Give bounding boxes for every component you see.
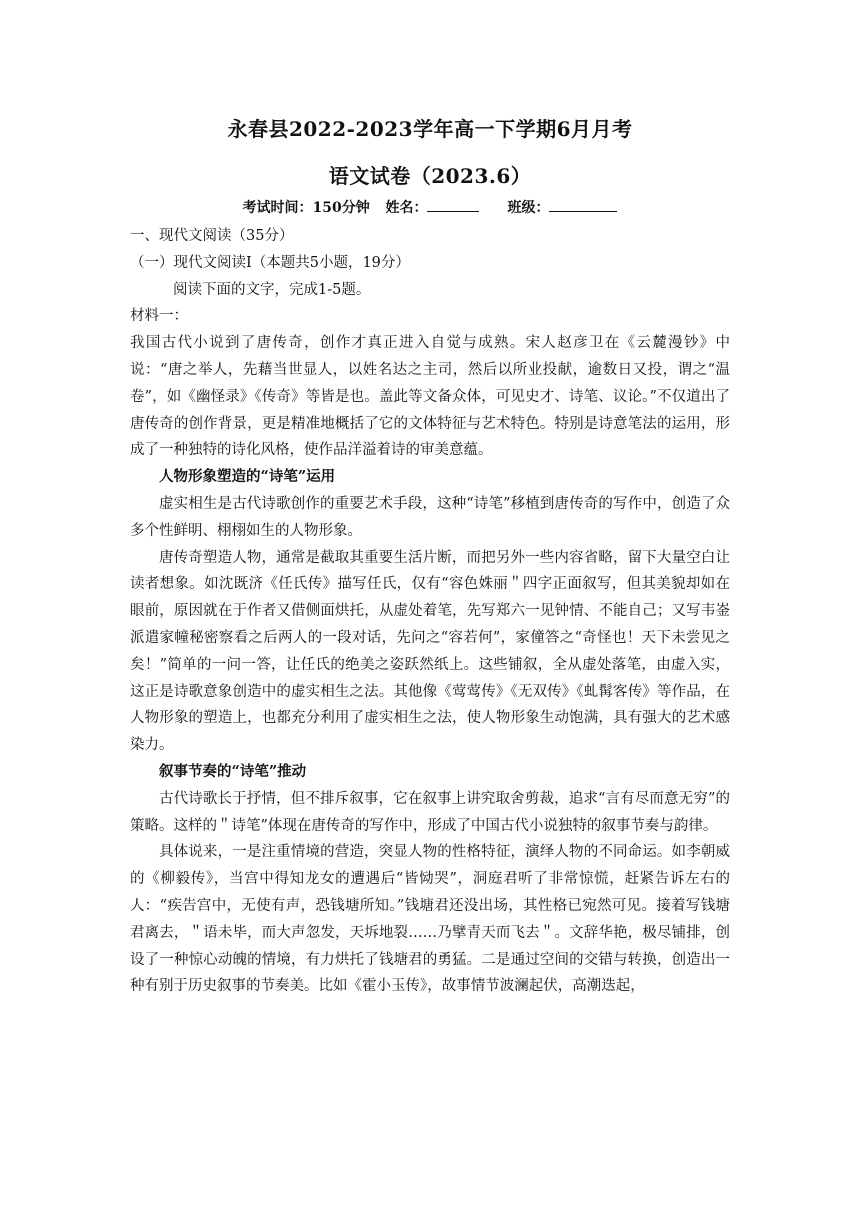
name-blank[interactable] [427,197,479,212]
name-label: 姓名： [385,200,428,216]
paragraph: 具体说来，一是注重情境的营造，突显人物的性格特征，演绎人物的不同命运。如李朝威的《柳毅传》，当宫中得知龙女的遭遇后“皆恸哭”，洞庭君听了非常惊慌，赶紧告诉左右的人：“疾告宫中，无使有声，恐钱塘所知。”钱塘君还没出场，其性格已宛然可见。接着写钱塘君离去，＂语未毕，而大声忽发，天坼地裂……乃擘青天而飞去＂。文辞华艳，极尽铺排，创设了一种惊心动魄的情境，有力烘托了钱塘君的勇猛。二是通过空间的交错与转换，创造出一种有别于历史叙事的节奏美。比如《霍小玉传》，故事情节波澜起伏，高潮迭起， [130,844,730,995]
paragraph: 古代诗歌长于抒情，但不排斥叙事，它在叙事上讲究取舍剪裁，追求“言有尽而意无穷”的策略。这样的＂诗笔”体现在唐传奇的写作中，形成了中国古代小说独特的叙事节奏与韵律。 [130,790,730,834]
class-blank[interactable] [549,197,617,212]
exam-time: 考试时间：150分钟 [242,200,370,216]
material-label: 材料一： [130,308,188,325]
section-heading: 一、现代文阅读（35分） [130,228,294,244]
instruction: 阅读下面的文字，完成1-5题。 [173,281,371,298]
exam-info-line [0,197,860,217]
class-label: 班级： [507,200,550,216]
paragraph-heading: 人物形象塑造的“诗笔”运用 [159,468,336,486]
paragraph: 我国古代小说到了唐传奇，创作才真正进入自觉与成熟。宋人赵彦卫在《云麓漫钞》中说：“唐之举人，先藉当世显人，以姓名达之主司，然后以所业投献，逾数日又投，谓之“温卷”，如《幽怪录》《传奇》等皆是也。盖此等文备众体，可见史才、诗笔、议论。”不仅道出了唐传奇的创作背景，更是精准地概括了它的文体特征与艺术特色。特别是诗意笔法的运用，形成了一种独特的诗化风格，使作品洋溢着诗的审美意蕴。 [130,335,730,459]
paragraph-heading: 叙事节奏的“诗笔”推动 [159,762,307,780]
paragraph: 唐传奇塑造人物，通常是截取其重要生活片断，而把另外一些内容省略，留下大量空白让读者想象。如沈既济《任氏传》描写任氏，仅有“容色姝丽＂四字正面叙写，但其美貌却如在眼前，原因就在于作者又借侧面烘托，从虚处着笔，先写郑六一见钟情、不能自己；又写韦崟派遣家幢秘密察看之后两人的一段对话，先问之“容若何”，家僮答之“奇怪也！天下未尝见之矣！”简单的一问一答，让任氏的绝美之姿跃然纸上。这些铺叙，全从虚处落笔，由虚入实，这正是诗歌意象创造中的虚实相生之法。其他像《莺莺传》《无双传》《虬髯客传》等作品，在人物形象的塑造上，也都充分利用了虚实相生之法，使人物形象生动饱满，具有强大的艺术感染力。 [130,549,730,754]
paragraph: 虚实相生是古代诗歌创作的重要艺术手段，这种“诗笔”移植到唐传奇的写作中，创造了众多个性鲜明、栩栩如生的人物形象。 [130,495,730,539]
subsection-heading: （一）现代文阅读Ⅰ（本题共5小题，19分） [130,254,410,271]
document-body [130,223,730,1000]
exam-subtitle: 语文试卷（2023.6） [328,164,532,188]
exam-title: 永春县2022-2023学年高一下学期6月月考 [227,117,633,141]
